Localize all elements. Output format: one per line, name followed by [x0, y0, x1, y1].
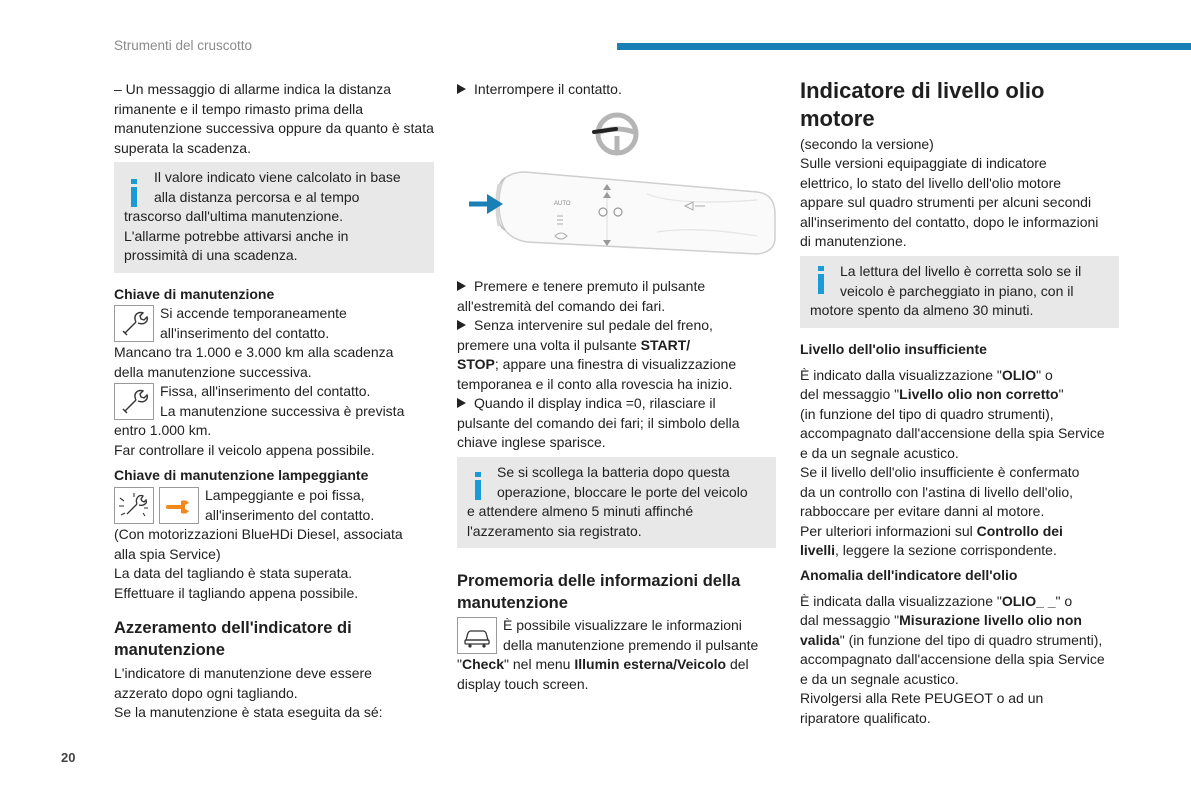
car-check-icon [457, 617, 497, 654]
blinking-key-heading: Chiave di manutenzione lampeggiante [114, 467, 369, 483]
header-accent-bar [617, 43, 1191, 50]
info-line: trascorso dall'ultima manutenzione. [124, 208, 344, 224]
info-icon [131, 187, 137, 207]
step-ignition-off: Interrompere il contatto. [457, 80, 622, 100]
reminder-line: display touch screen. [457, 676, 589, 692]
bullet-arrow-icon [457, 281, 466, 291]
low-oil-line: e da un segnale acustico. [800, 445, 959, 461]
wrench-icon [114, 383, 154, 420]
oil-level-heading: motore [800, 106, 875, 131]
blink-line: (Con motorizzazioni BlueHDi Diesel, associata [114, 526, 403, 542]
low-oil-line: (in funzione del tipo di quadro strumenti), [800, 406, 1054, 422]
oil-intro-line: elettrico, lo stato del livello dell'olio motore [800, 175, 1062, 191]
page-number: 20 [61, 750, 76, 765]
oil-fault-line: dal messaggio "Misurazione livello olio non [800, 612, 1082, 628]
step1-line: all'estremità del comando dei fari. [457, 298, 666, 314]
step1-line: Premere e tenere premuto il pulsante [457, 277, 705, 297]
info-icon [818, 274, 824, 294]
oil-intro-line: (secondo la versione) [800, 136, 934, 152]
key2-line: Far controllare il veicolo appena possibile. [114, 442, 375, 458]
low-oil-line: Se il livello dell'olio insufficiente è confermato [800, 464, 1080, 480]
reminder-heading: manutenzione [457, 594, 568, 612]
blink-line: alla spia Service) [114, 546, 221, 562]
info-line: e attendere almeno 5 minuti affinché [467, 503, 694, 519]
key2-line: entro 1.000 km. [114, 422, 212, 438]
oil-fault-line: È indicata dalla visualizzazione "OLIO_ _" o [800, 593, 1073, 609]
stalk-body [497, 172, 775, 254]
info-line: prossimità di una scadenza. [124, 247, 298, 263]
oil-intro-line: Sulle versioni equipaggiate di indicatore [800, 155, 1047, 171]
steering-wheel-icon [594, 115, 636, 153]
info-line: L'allarme potrebbe attivarsi anche in [124, 228, 349, 244]
low-oil-line: rabboccare per evitare danni al motore. [800, 503, 1045, 519]
reset-heading: manutenzione [114, 641, 225, 659]
info-box-battery [457, 457, 776, 548]
step2-line: STOP; appare una finestra di visualizzazione [457, 356, 737, 372]
key1-line: Mancano tra 1.000 e 3.000 km alla scadenza [114, 344, 394, 360]
bullet-arrow-icon [457, 398, 466, 408]
reminder-line: "Check" nel menu Illumin esterna/Veicolo del [457, 656, 749, 672]
reminder-line: della manutenzione premendo il pulsante [503, 637, 759, 653]
blink-line: Lampeggiante e poi fissa, [205, 487, 365, 503]
key1-line: all'inserimento del contatto. [160, 325, 330, 341]
key1-line: Si accende temporaneamente [160, 305, 347, 321]
maintenance-key-heading: Chiave di manutenzione [114, 286, 275, 302]
oil-fault-line: e da un segnale acustico. [800, 671, 959, 687]
info-box-calculation [114, 162, 434, 273]
info-line: La lettura del livello è corretta solo se il [840, 263, 1082, 279]
info-line: operazione, bloccare le porte del veicolo [497, 484, 748, 500]
oil-fault-line: accompagnato dall'accensione della spia Service [800, 651, 1105, 667]
oil-intro-line: all'inserimento del contatto, dopo le informazioni [800, 214, 1099, 230]
reset-line: azzerato dopo ogni tagliando. [114, 685, 298, 701]
oil-intro-line: appare sul quadro strumenti per alcuni secondi [800, 194, 1092, 210]
info-line: alla distanza percorsa e al tempo [154, 189, 360, 205]
info-line: veicolo è parcheggiato in piano, con il [840, 283, 1074, 299]
step3-line: Quando il display indica =0, rilasciare il [457, 394, 716, 414]
step2-line: Senza intervenire sul pedale del freno, [457, 316, 713, 336]
info-line: Se si scollega la batteria dopo questa [497, 464, 730, 480]
light-stalk-figure [457, 108, 777, 270]
blink-line: Effettuare il tagliando appena possibile. [114, 585, 359, 601]
info-line: Il valore indicato viene calcolato in base [154, 169, 401, 185]
bullet-arrow-icon [457, 84, 466, 94]
oil-fault-line: valida" (in funzione del tipo di quadro strumenti), [800, 632, 1103, 648]
bullet-arrow-icon [457, 320, 466, 330]
orange-wrench-icon [159, 487, 199, 524]
key2-line: Fissa, all'inserimento del contatto. [160, 383, 371, 399]
low-oil-line: È indicato dalla visualizzazione "OLIO" o [800, 367, 1053, 383]
oil-fault-line: Rivolgersi alla Rete PEUGEOT o ad un [800, 690, 1044, 706]
reset-line: L'indicatore di manutenzione deve essere [114, 665, 372, 681]
low-oil-line: accompagnato dall'accensione della spia Service [800, 425, 1105, 441]
reset-line: Se la manutenzione è stata eseguita da sé: [114, 704, 383, 720]
info-line: motore spento da almeno 30 minuti. [810, 302, 1034, 318]
key2-line: La manutenzione successiva è prevista [160, 403, 405, 419]
wrench-icon [114, 305, 154, 342]
key1-line: della manutenzione successiva. [114, 364, 312, 380]
info-line: l'azzeramento sia registrato. [467, 523, 642, 539]
step3-line: chiave inglese sparisce. [457, 434, 606, 450]
step2-line: premere una volta il pulsante START/ [457, 337, 691, 353]
info-box-oil-reading [800, 256, 1119, 328]
running-header: Strumenti del cruscotto [114, 38, 253, 53]
reminder-heading: Promemoria delle informazioni della [457, 572, 741, 590]
low-oil-heading: Livello dell'olio insufficiente [800, 341, 987, 357]
blinking-wrench-icon [114, 487, 154, 524]
reminder-line: È possibile visualizzare le informazioni [503, 617, 742, 633]
low-oil-line: Per ulteriori informazioni sul Controllo dei [800, 523, 1063, 539]
reset-heading: Azzeramento dell'indicatore di [114, 619, 352, 637]
low-oil-line: da un controllo con l'astina di livello dell'olio, [800, 484, 1074, 500]
step2-line: temporanea e il conto alla rovescia ha inizio. [457, 376, 733, 392]
step3-line: pulsante del comando dei fari; il simbolo della [457, 415, 740, 431]
oil-intro-line: di manutenzione. [800, 233, 907, 249]
figure-label: AUTO [554, 201, 571, 207]
alarm-paragraph: – Un messaggio di allarme indica la distanza rimanente e il tempo rimasto prima della manutenzione successiva oppure da quanto è stata superata la scadenza. [114, 81, 434, 156]
blink-line: La data del tagliando è stata superata. [114, 565, 353, 581]
oil-fault-line: riparatore qualificato. [800, 710, 931, 726]
low-oil-line: del messaggio "Livello olio non corretto" [800, 386, 1064, 402]
low-oil-line: livelli, leggere la sezione corrispondente. [800, 542, 1057, 558]
oil-level-heading: Indicatore di livello olio [800, 78, 1045, 103]
oil-fault-heading: Anomalia dell'indicatore dell'olio [800, 567, 1018, 583]
info-icon [475, 480, 481, 500]
blink-line: all'inserimento del contatto. [205, 507, 375, 523]
